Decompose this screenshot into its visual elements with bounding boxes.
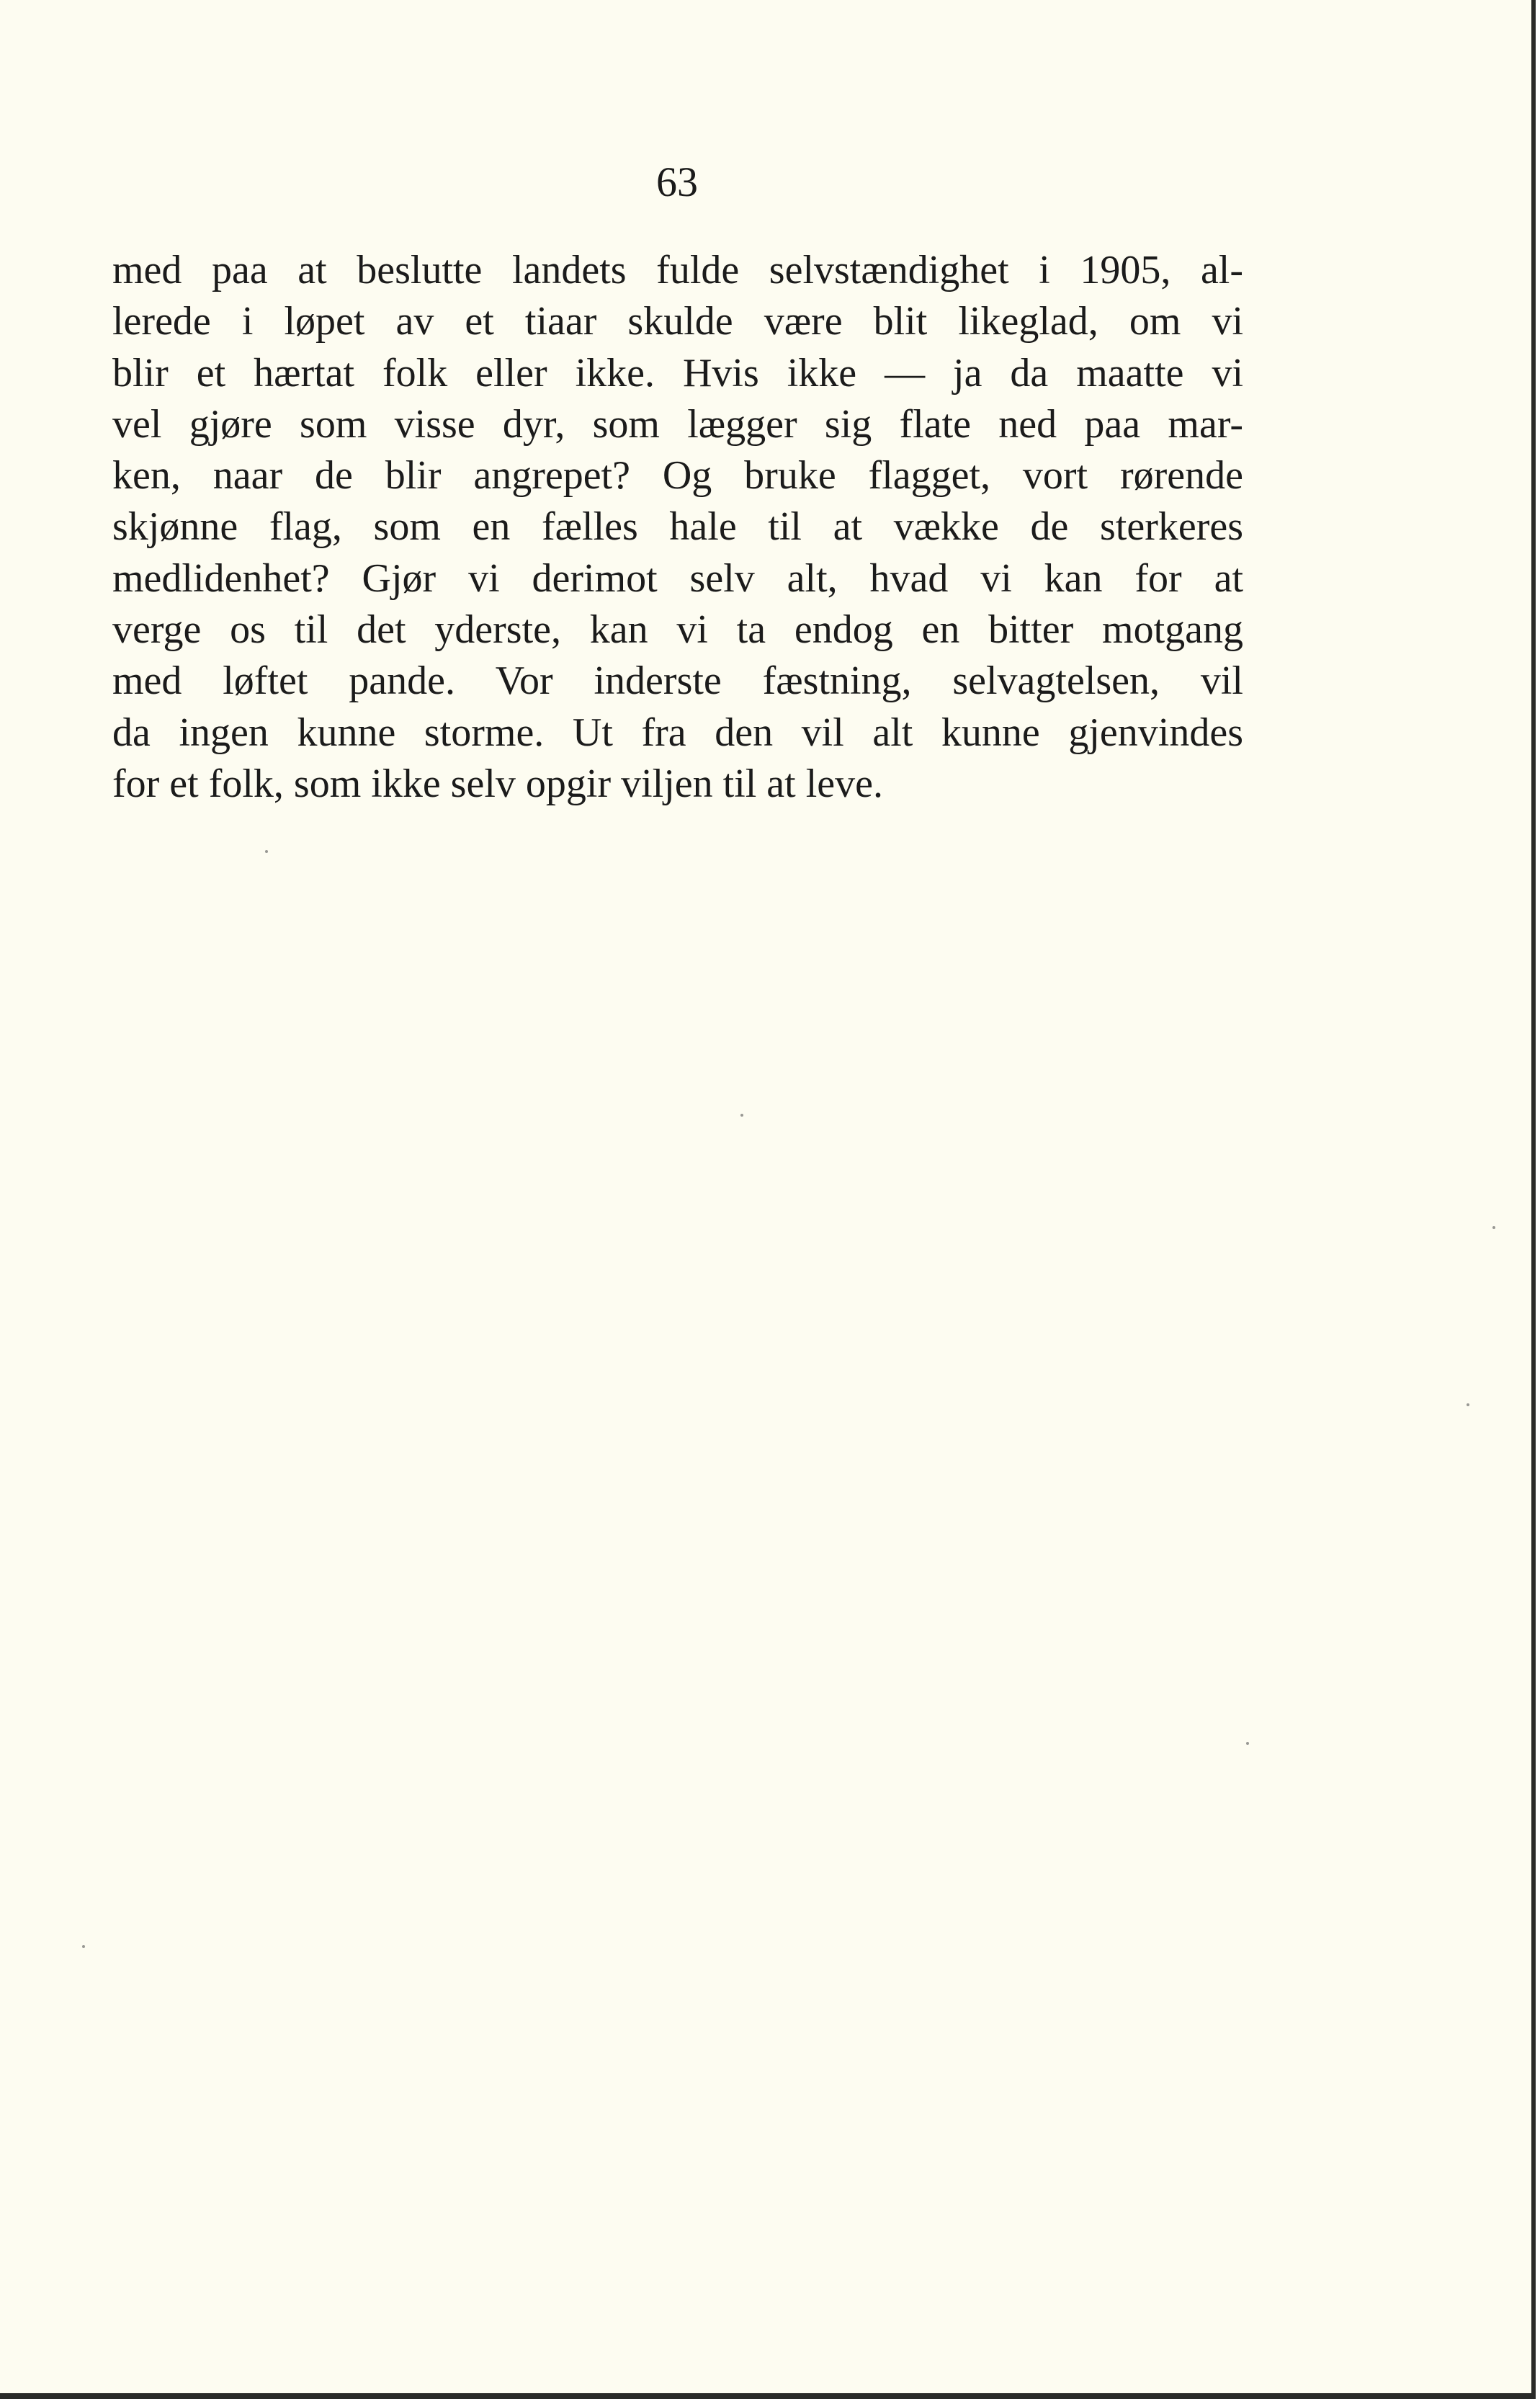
text-line: medlidenhet? Gjør vi derimot selv alt, hvad vi kan for at — [112, 555, 1243, 601]
paper-speck — [82, 1945, 85, 1948]
paper-speck — [265, 850, 268, 853]
text-line: for et folk, som ikke selv opgir viljen til at leve. — [112, 761, 883, 806]
text-line: da ingen kunne storme. Ut fra den vil alt kunne gjenvindes — [112, 710, 1243, 755]
text-line: verge os til det yderste, kan vi ta endog en bitter motgang — [112, 607, 1243, 653]
paper-speck — [1246, 1742, 1249, 1745]
paper-speck — [1467, 1403, 1469, 1406]
text-line: med løftet pande. Vor inderste fæstning, selvagtelsen, vil — [112, 658, 1243, 704]
text-line: ken, naar de blir angrepet? Og bruke flagget, vort rørende — [112, 453, 1243, 499]
page-number: 63 — [656, 158, 698, 205]
text-line: skjønne flag, som en fælles hale til at vække de sterkeres — [112, 504, 1243, 550]
body-paragraph — [112, 245, 1243, 810]
text-line: med paa at beslutte landets fulde selvstændighet i 1905, al- — [112, 248, 1243, 292]
text-line: blir et hærtat folk eller ikke. Hvis ikke — ja da maatte vi — [112, 350, 1243, 396]
paper-speck — [1492, 1226, 1495, 1229]
text-line: lerede i løpet av et tiaar skulde være blit likeglad, om vi — [112, 299, 1243, 344]
text-line: vel gjøre som visse dyr, som lægger sig flate ned paa mar- — [112, 401, 1243, 447]
paper-speck — [740, 1114, 743, 1117]
